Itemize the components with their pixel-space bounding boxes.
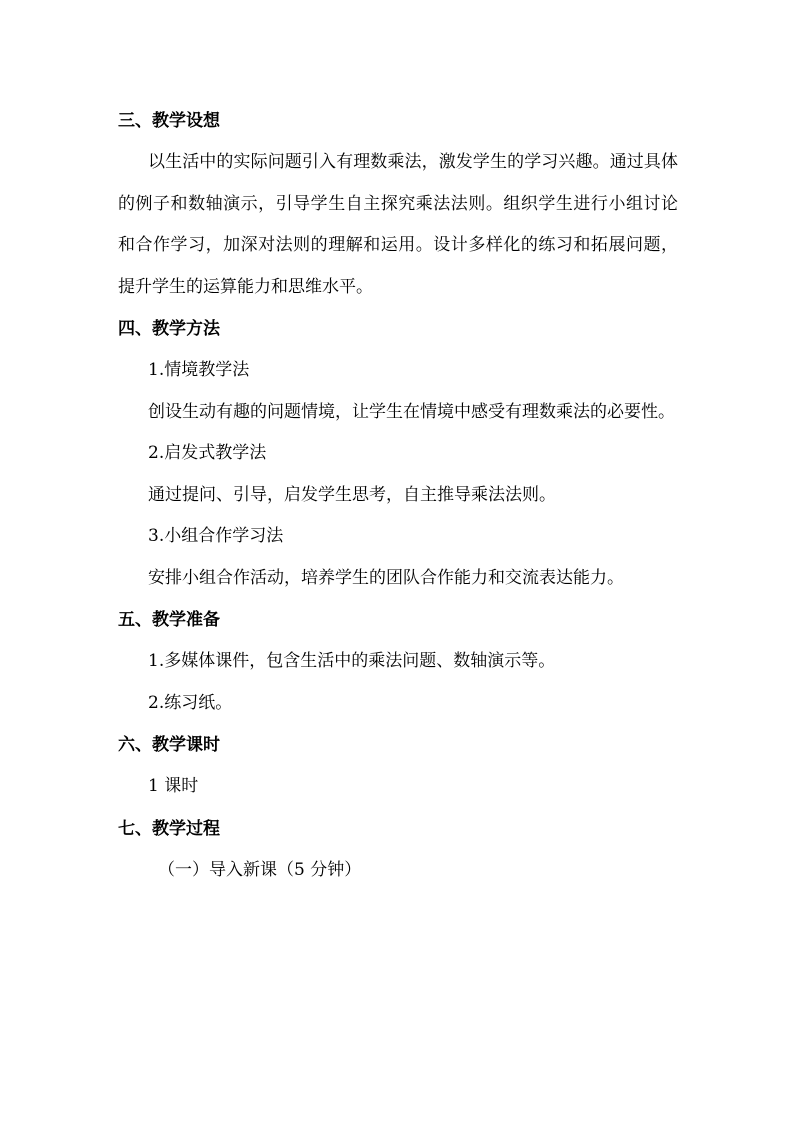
section-heading-teaching-methods: 四、教学方法 bbox=[118, 319, 220, 339]
method-3-description: 安排小组合作活动，培养学生的团队合作能力和交流表达能力。 bbox=[148, 567, 624, 588]
subsection-title-intro: （一）导入新课（5 分钟） bbox=[158, 859, 362, 880]
method-2-description: 通过提问、引导，启发学生思考，自主推导乘法法则。 bbox=[148, 484, 556, 505]
method-1-description: 创设生动有趣的问题情境，让学生在情境中感受有理数乘法的必要性。 bbox=[148, 401, 675, 422]
class-hours-value: 1 课时 bbox=[148, 776, 199, 796]
method-1-title: 1.情境教学法 bbox=[148, 360, 250, 380]
section-heading-class-hours: 六、教学课时 bbox=[118, 735, 220, 755]
teaching-concept-paragraph: 以生活中的实际问题引入有理数乘法，激发学生的学习兴趣。通过具体的例子和数轴演示，引导学生自主探究乘法法则。组织学生进行小组讨论和合作学习，加深对法则的理解和运用。设计多样化的练习和拓展问题，提升学生的运算能力和思维水平。 bbox=[118, 152, 678, 297]
preparation-item-1: 1.多媒体课件，包含生活中的乘法问题、数轴演示等。 bbox=[148, 651, 556, 671]
section-heading-teaching-process: 七、教学过程 bbox=[118, 818, 220, 839]
method-2-title: 2.启发式教学法 bbox=[148, 443, 267, 463]
method-3-title: 3.小组合作学习法 bbox=[148, 526, 284, 546]
preparation-item-2: 2.练习纸。 bbox=[148, 692, 233, 713]
document-body bbox=[118, 100, 678, 891]
section-heading-teaching-preparation: 五、教学准备 bbox=[118, 610, 220, 630]
section-heading-teaching-concept: 三、教学设想 bbox=[118, 111, 220, 131]
